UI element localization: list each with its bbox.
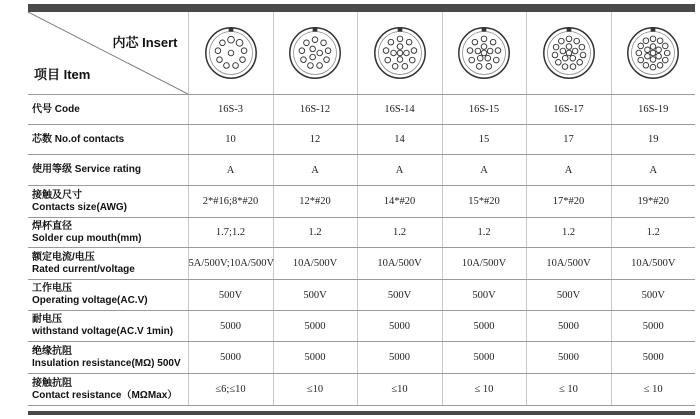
value-cell: 500V [611, 280, 695, 311]
pin-contact [299, 48, 305, 54]
pin-contact [321, 40, 327, 46]
row-label-en: withstand voltage(AC.V 1min) [32, 326, 174, 337]
value-cell: 1.2 [357, 218, 442, 248]
row-label [28, 280, 188, 311]
table-row [28, 186, 695, 218]
pin-contact [650, 36, 656, 42]
insert-16s-14-icon [372, 25, 428, 81]
pin-contact [241, 48, 247, 54]
pin-contact [409, 57, 415, 63]
pin-contact [475, 48, 481, 54]
pin-contact [658, 38, 664, 44]
value-cell: A [357, 155, 442, 186]
value-cell: 5000 [357, 311, 442, 342]
pin-contact [572, 48, 578, 54]
pin-contact [566, 44, 572, 50]
pin-contact [486, 64, 492, 70]
value-cell: 14*#20 [357, 186, 442, 218]
value-cell: 5000 [611, 311, 695, 342]
value-cell: 500V [442, 280, 526, 311]
value-cell: 16S-17 [526, 95, 611, 125]
pin-contact [383, 48, 389, 54]
pin-contact [638, 43, 644, 49]
value-cell: 5000 [273, 342, 357, 374]
pin-contact [397, 50, 403, 56]
pin-contact [650, 50, 656, 56]
row-label-zh: 接触及尺寸 [32, 189, 82, 201]
row-label-zh: 代号 [32, 103, 52, 115]
value-cell: 1.2 [611, 218, 695, 248]
value-cell: 17*#20 [526, 186, 611, 218]
table-row [28, 374, 695, 406]
pin-contact [643, 38, 649, 44]
pin-contact [472, 39, 478, 45]
pin-contact [216, 57, 222, 63]
pin-contact [658, 62, 664, 68]
insert-16s-17-icon [541, 25, 597, 81]
pin-contact [555, 59, 561, 65]
row-label-zh: 工作电压 [32, 283, 72, 294]
pin-contact [493, 57, 499, 63]
pin-contact [403, 50, 409, 56]
row-label-en: Solder cup mouth(mm) [32, 232, 142, 244]
row-label-en: Rated current/voltage [32, 263, 135, 275]
value-cell: 10 [188, 125, 273, 155]
row-label-en: Operating voltage(AC.V) [32, 295, 148, 306]
pin-contact [638, 57, 644, 63]
row-label-zh: 额定电流/电压 [32, 251, 95, 263]
insert-cell-1 [188, 12, 273, 95]
pin-contact [317, 50, 323, 56]
header-row [28, 12, 695, 95]
pin-contact [411, 48, 417, 54]
pin-contact [570, 64, 576, 70]
insert-cell-2 [273, 12, 357, 95]
pin-contact [397, 36, 403, 42]
pin-contact [384, 57, 390, 63]
pin-contact [573, 38, 579, 44]
value-cell: 16S-19 [611, 95, 695, 125]
table-row [28, 218, 695, 248]
pin-contact [467, 48, 473, 54]
pin-contact [566, 50, 572, 56]
pin-contact [310, 54, 316, 60]
pin-contact [562, 64, 568, 70]
pin-contact [579, 44, 585, 50]
pin-contact [656, 47, 662, 53]
value-cell: 15*#20 [442, 186, 526, 218]
value-cell: 19 [611, 125, 695, 155]
pin-contact [304, 40, 310, 46]
row-label-zh: 芯数 [32, 133, 52, 145]
table-row [28, 311, 695, 342]
value-cell: 1.2 [442, 218, 526, 248]
value-cell: ≤ 10 [442, 374, 526, 406]
insert-cell-4 [442, 12, 526, 95]
pin-contact [402, 64, 408, 70]
row-label-en: Code [54, 103, 80, 115]
pin-contact [569, 55, 575, 61]
insert-16s-3-icon [203, 25, 259, 81]
row-label [28, 374, 188, 406]
value-cell: ≤ 10 [526, 374, 611, 406]
pin-contact [562, 55, 568, 61]
pin-contact [643, 62, 649, 68]
pin-contact [397, 57, 403, 63]
pin-contact [580, 52, 586, 58]
value-cell: 5A/500V;10A/500V [188, 248, 273, 280]
pin-contact [310, 46, 316, 52]
pin-contact [636, 50, 642, 56]
row-label-zh: 绝缘抗阻 [32, 345, 72, 357]
header-corner [28, 12, 188, 95]
table-row [28, 342, 695, 374]
insert-cell-6 [611, 12, 695, 95]
value-cell: 12*#20 [273, 186, 357, 218]
top-rule [28, 4, 695, 12]
pin-contact [325, 48, 331, 54]
pin-contact [566, 36, 572, 42]
value-cell: 10A/500V [442, 248, 526, 280]
value-cell: 1.2 [526, 218, 611, 248]
pin-contact [650, 44, 656, 50]
value-cell: 500V [526, 280, 611, 311]
value-cell: 500V [357, 280, 442, 311]
insert-16s-19-icon [625, 25, 681, 81]
pin-contact [650, 64, 656, 70]
pin-contact [469, 57, 475, 63]
row-label-zh: 接触抗阻 [32, 377, 72, 389]
pin-contact [406, 39, 412, 45]
pin-contact [481, 50, 487, 56]
value-cell: 16S-3 [188, 95, 273, 125]
row-label [28, 248, 188, 280]
pin-contact [477, 55, 483, 61]
value-cell: 10A/500V [611, 248, 695, 280]
insert-16s-15-icon [456, 25, 512, 81]
value-cell: A [611, 155, 695, 186]
pin-contact [665, 50, 671, 56]
value-cell: 2*#16;8*#20 [188, 186, 273, 218]
pin-contact [560, 48, 566, 54]
insert-16s-12-icon [287, 25, 343, 81]
value-cell: A [273, 155, 357, 186]
row-label [28, 342, 188, 374]
pin-contact [215, 48, 221, 54]
pin-contact [397, 44, 403, 50]
value-cell: 1.2 [273, 218, 357, 248]
insert-header: 内芯 Insert [112, 35, 178, 50]
value-cell: 5000 [188, 311, 273, 342]
value-cell: 16S-14 [357, 95, 442, 125]
pin-contact [308, 63, 314, 69]
value-cell: 14 [357, 125, 442, 155]
pin-contact [236, 39, 243, 46]
pin-contact [301, 57, 307, 63]
row-label [28, 95, 188, 125]
pin-contact [476, 64, 482, 70]
pin-contact [553, 44, 559, 50]
pin-contact [645, 53, 651, 59]
pin-contact [645, 47, 651, 53]
row-label-en: No.of contacts [54, 133, 125, 145]
value-cell: 5000 [188, 342, 273, 374]
pin-contact [481, 44, 487, 50]
value-cell: 1.7;1.2 [188, 218, 273, 248]
pin-contact [388, 39, 394, 45]
value-cell: 5000 [357, 342, 442, 374]
value-cell: 16S-15 [442, 95, 526, 125]
row-label-zh: 焊杯直径 [32, 220, 72, 232]
pin-contact [312, 37, 318, 43]
row-label-en: Insulation resistance(MΩ) 500V [32, 357, 181, 369]
value-cell: A [188, 155, 273, 186]
value-cell: 5000 [273, 311, 357, 342]
value-cell: 5000 [442, 311, 526, 342]
bottom-rule [28, 411, 695, 415]
pin-contact [317, 63, 323, 69]
table-row [28, 95, 695, 125]
value-cell: 10A/500V [273, 248, 357, 280]
table-row [28, 155, 695, 186]
pin-contact [392, 64, 398, 70]
insert-cell-5 [526, 12, 611, 95]
value-cell: 19*#20 [611, 186, 695, 218]
pin-contact [481, 36, 487, 42]
value-cell: 10A/500V [357, 248, 442, 280]
pin-contact [232, 63, 238, 69]
value-cell: 10A/500V [526, 248, 611, 280]
row-label-en: Contact resistance（MΩMax） [32, 389, 178, 401]
value-cell: A [526, 155, 611, 186]
row-label [28, 186, 188, 218]
value-cell: 5000 [611, 342, 695, 374]
pin-contact [663, 57, 669, 63]
item-header: 项目 Item [34, 67, 91, 82]
pin-contact [324, 57, 330, 63]
row-label [28, 311, 188, 342]
pin-contact [552, 52, 558, 58]
pin-contact [228, 50, 234, 56]
value-cell: 500V [188, 280, 273, 311]
value-cell: 5000 [526, 311, 611, 342]
pin-contact [558, 38, 564, 44]
pin-contact [490, 39, 496, 45]
value-cell: 16S-12 [273, 95, 357, 125]
value-cell: ≤10 [273, 374, 357, 406]
pin-contact [390, 50, 396, 56]
row-label-en: Contacts size(AWG) [32, 201, 128, 213]
pin-contact [219, 40, 225, 46]
row-label [28, 125, 188, 155]
insert-cell-3 [357, 12, 442, 95]
value-cell: 5000 [526, 342, 611, 374]
pin-contact [650, 57, 656, 63]
table-row [28, 280, 695, 311]
value-cell: ≤ 10 [611, 374, 695, 406]
row-label-zh: 耐电压 [32, 314, 62, 325]
pin-contact [227, 36, 234, 43]
value-cell: ≤10 [357, 374, 442, 406]
value-cell: ≤6;≤10 [188, 374, 273, 406]
row-label [28, 155, 188, 186]
value-cell: 17 [526, 125, 611, 155]
pin-contact [656, 53, 662, 59]
value-cell: 12 [273, 125, 357, 155]
pin-contact [495, 48, 501, 54]
value-cell: 5000 [442, 342, 526, 374]
pin-contact [239, 57, 245, 63]
row-label-zh: 使用等级 [32, 164, 72, 175]
pin-contact [663, 43, 669, 49]
value-cell: 15 [442, 125, 526, 155]
row-label [28, 218, 188, 248]
table-row [28, 248, 695, 280]
spec-table [28, 12, 695, 406]
pin-contact [576, 59, 582, 65]
value-cell: 500V [273, 280, 357, 311]
value-cell: A [442, 155, 526, 186]
pin-contact [485, 55, 491, 61]
row-label-en: Service rating [74, 164, 141, 175]
pin-contact [487, 48, 493, 54]
pin-contact [223, 63, 229, 69]
table-row [28, 125, 695, 155]
